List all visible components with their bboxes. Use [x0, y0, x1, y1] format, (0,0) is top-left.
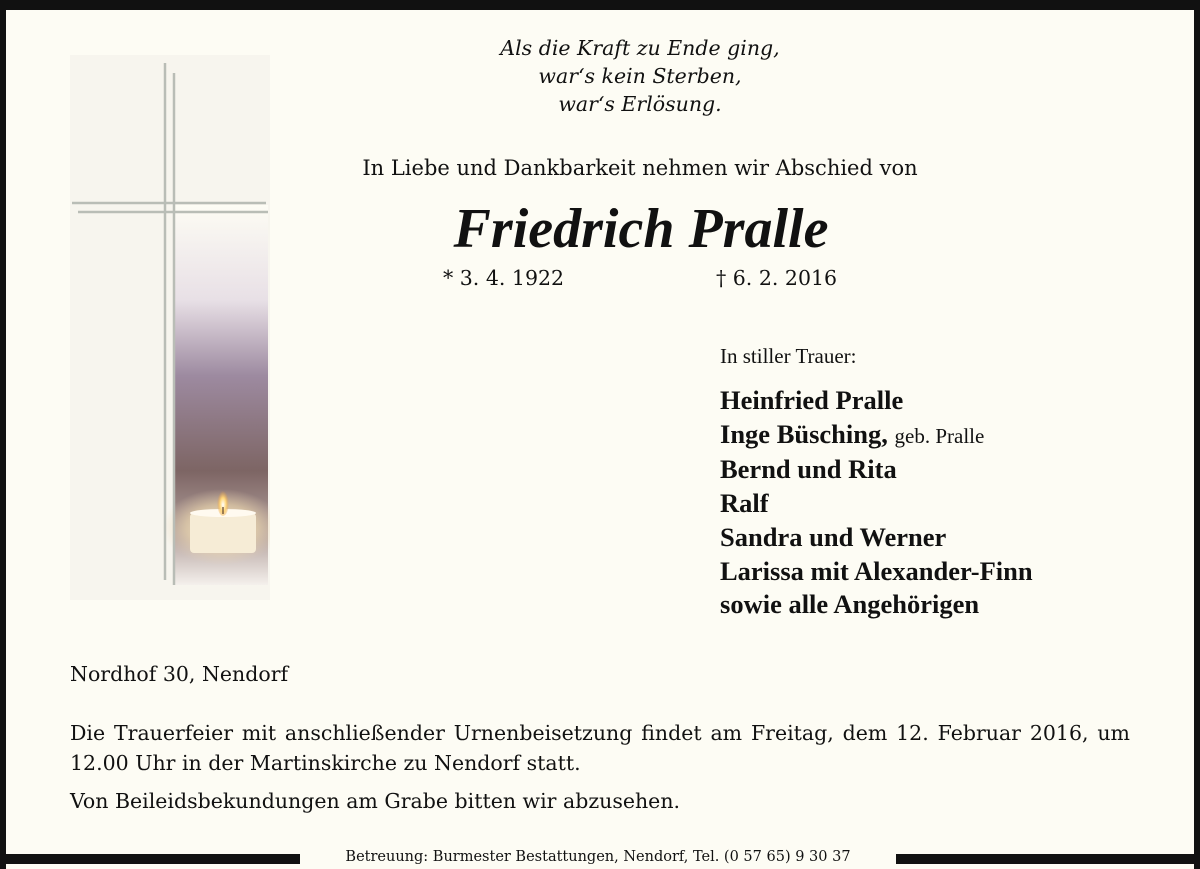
mourner-name: Inge Büsching, [720, 418, 888, 449]
mourner-name: Bernd und Rita [720, 454, 897, 485]
verse-line-3: war‘s Erlösung. [558, 92, 722, 116]
mourner-row [720, 384, 1033, 418]
verse-line-2: war‘s kein Sterben, [538, 64, 742, 88]
footer-rule-left [0, 854, 300, 864]
mourner-row [720, 487, 1033, 521]
mourner-row [720, 418, 1033, 454]
mourner-row [720, 588, 1033, 622]
mourner-row [720, 555, 1033, 589]
opening-verse [340, 34, 940, 118]
mourner-name: Ralf [720, 488, 769, 519]
mourner-row [720, 521, 1033, 555]
farewell-intro: In Liebe und Dankbarkeit nehmen wir Abschied von [362, 156, 918, 180]
funeral-home-credit: Betreuung: Burmester Bestattungen, Nendorf, Tel. (0 57 65) 9 30 37 [345, 849, 851, 865]
mourner-name: Heinfried Pralle [720, 385, 904, 415]
mourner-name: Sandra und Werner [720, 521, 947, 552]
cross-candle-artwork [70, 55, 270, 600]
mourner-row [720, 453, 1033, 487]
mourner-list [720, 384, 1033, 622]
ceremony-notice: Die Trauerfeier mit anschließender Urnenbeisetzung findet am Freitag, dem 12. Februar 2016, um 12.00 Uhr in der Martinskirche zu Nendorf statt. [70, 721, 1130, 775]
mourner-note: geb. Pralle [894, 423, 985, 448]
mourner-name: Larissa mit Alexander-Finn [720, 555, 1033, 586]
mourner-name: sowie alle Angehörigen [720, 589, 980, 620]
verse-line-1: Als die Kraft zu Ende ging, [500, 36, 780, 60]
footer-rule-right [896, 854, 1200, 864]
condolence-notice: Von Beileidsbekundungen am Grabe bitten wir abzusehen. [70, 789, 681, 813]
family-address: Nordhof 30, Nendorf [70, 662, 289, 686]
deceased-name: Friedrich Pralle [453, 198, 829, 260]
mourning-heading: In stiller Trauer: [720, 344, 857, 368]
birth-date: * 3. 4. 1922 [443, 266, 565, 290]
death-date: † 6. 2. 2016 [716, 266, 838, 290]
